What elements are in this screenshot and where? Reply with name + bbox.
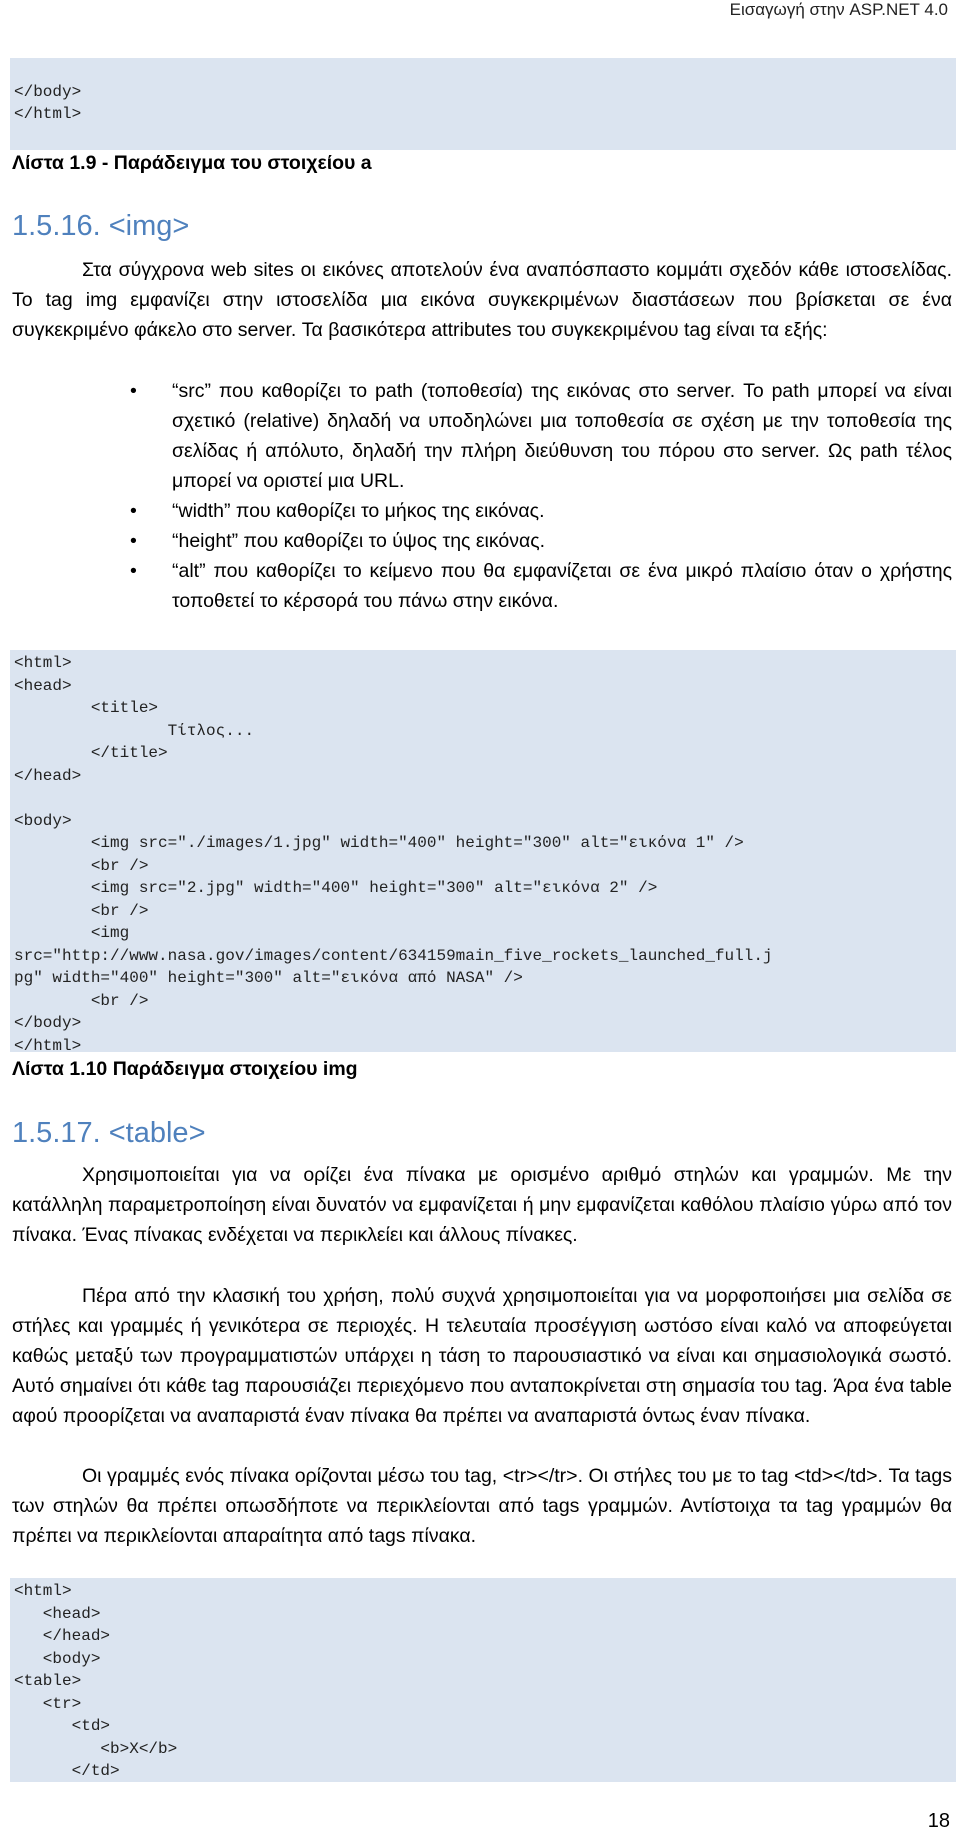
table-paragraph-2: Πέρα από την κλασική του χρήση, πολύ συχνά χρησιμοποιείται για να μορφοποιήσει μια σελίδα σε στήλες και γραμμές ή γενικότερα σε περιοχές. Η τελευταία προσέγγιση ωστόσο είναι καλό να αποφεύγεται καθώς μεταξύ των προγραμματιστών υπάρχει η τάση το παρουσιαστικό να είναι και σημασιολογικά σωστό. Αυτό σημαίνει ότι κάθε tag παρουσιάζει περιεχόμενο που ανταποκρίνεται στη σημασία του tag. Άρα ένα table αφού προορίζεται να αναπαριστά έναν πίνακα θα πρέπει να αναπαριστά όντως έναν πίνακα. [12, 1285, 952, 1427]
running-header: Εισαγωγή στην ASP.NET 4.0 [729, 0, 948, 19]
code-block-3-text: <html> <head> </head> <body> <table> <tr> <td> <b>X</b> </td> [14, 1582, 178, 1780]
list-item [12, 556, 952, 616]
listing-caption-1-9: Λίστα 1.9 - Παράδειγμα του στοιχείου a [12, 152, 372, 174]
code-block-1-text: </body> </html> [14, 82, 82, 123]
code-block-2-text: <html> <head> <title> Τίτλος... </title> </head> <body> <img src="./images/1.jpg" width="400" height="300" alt="εικόνα 1" /> <br /> <img src="2.jpg" width="400" height="300" alt="εικόνα 2" /> <br /> <img src="http://www.nasa.gov/images/content/634159main_five_rockets_launched_full.j pg" width="400" height="300" alt="εικόνα από NASA" /> <br /> </body> </html> [14, 654, 773, 1055]
list-item-text: “height” που καθορίζει το ύψος της εικόνας. [172, 530, 546, 552]
list-item [12, 496, 952, 526]
code-block-3 [10, 1578, 956, 1782]
section-heading-table: 1.5.17. <table> [12, 1117, 206, 1149]
list-item-text: “alt” που καθορίζει το κείμενο που θα εμφανίζεται σε ένα μικρό πλαίσιο όταν ο χρήστης τοποθετεί το κέρσορά του πάνω στην εικόνα. [172, 560, 952, 612]
code-block-1 [10, 58, 956, 150]
bullet-icon: • [130, 530, 137, 552]
bullet-icon: • [130, 380, 137, 402]
page-number: 18 [927, 1810, 950, 1832]
table-paragraph-3: Οι γραμμές ενός πίνακα ορίζονται μέσω του tag, <tr></tr>. Οι στήλες του με το tag <td></td>. Τα tags των στηλών θα πρέπει οπωσδήποτε να περικλείονται από tags γραμμών. Αντίστοιχα τα tag γραμμών θα πρέπει να περικλείονται απαραίτητα από tags πίνακα. [12, 1465, 952, 1547]
code-block-2 [10, 650, 956, 1055]
bullet-icon: • [130, 500, 137, 522]
list-item-text: “width” που καθορίζει το μήκος της εικόνας. [172, 500, 545, 522]
img-attributes-list [12, 376, 952, 616]
bullet-icon: • [130, 560, 137, 582]
list-item [12, 376, 952, 496]
list-item-text: “src” που καθορίζει το path (τοποθεσία) της εικόνας στο server. Το path μπορεί να είναι σχετικό (relative) δηλαδή να υποδηλώνει μια τοποθεσία σε σχέση με την τοποθεσία της σελίδας ή απόλυτο, δηλαδή την πλήρη διεύθυνση του πόρου στο server. Ως path τέλος μπορεί να οριστεί μια URL. [172, 380, 952, 492]
img-intro-paragraph: Στα σύγχρονα web sites οι εικόνες αποτελούν ένα αναπόσπαστο κομμάτι σχεδόν κάθε ιστοσελίδας. Το tag img εμφανίζει στην ιστοσελίδα μια εικόνα συγκεκριμένων διαστάσεων που βρίσκεται σε ένα συγκεκριμένο φάκελο στο server. Τα βασικότερα attributes του συγκεκριμένου tag είναι τα εξής: [12, 259, 952, 341]
list-item [12, 526, 952, 556]
section-heading-img: 1.5.16. <img> [12, 210, 190, 242]
listing-caption-1-10: Λίστα 1.10 Παράδειγμα στοιχείου img [12, 1058, 358, 1080]
table-paragraph-1: Χρησιμοποιείται για να ορίζει ένα πίνακα με ορισμένο αριθμό στηλών και γραμμών. Με την κατάλληλη παραμετροποίηση είναι δυνατόν να εμφανίζεται ή μην εμφανίζεται καθόλου πλαίσιο γύρω από τον πίνακα. Ένας πίνακας ενδέχεται να περικλείει και άλλους πίνακες. [12, 1164, 952, 1246]
